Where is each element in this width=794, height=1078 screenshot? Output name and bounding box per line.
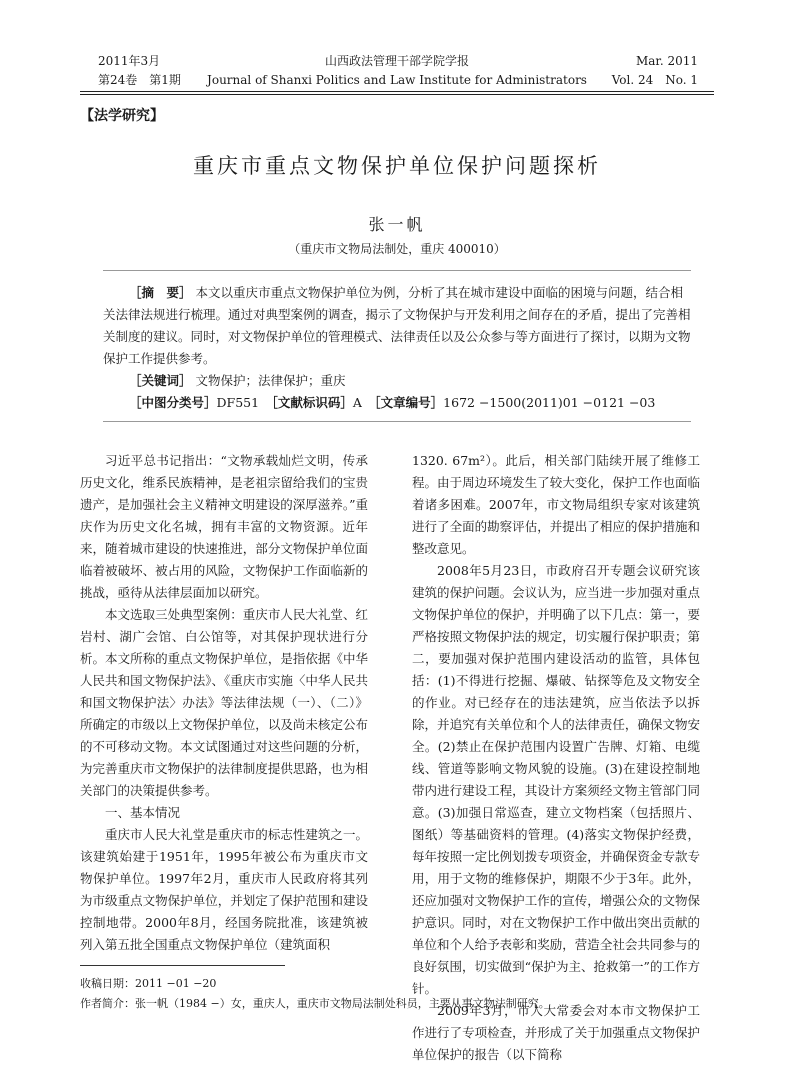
classification-line <box>103 392 691 414</box>
body-paragraph: 本文选取三处典型案例：重庆市人民大礼堂、红岩村、湖广会馆、白公馆等，对其保护现状进行分析。本文所称的重点文物保护单位，是指依据《中华人民共和国文物保护法》、《重庆市实施〈中华人民共和国文物保护法〉办法》等法律法规（一）、（二）》所确定的市级以上文物保护单位，以及尚未核定公布的不可移动文物。本文试图通过对这些问题的分析，为完善重庆市文物保护的法律制度提供思路，也为相关部门的决策提供参考。 <box>80 607 368 798</box>
abstract-paragraph <box>103 282 691 370</box>
header-date-en: Mar. 2011 <box>635 54 698 68</box>
section-tag: 【法学研究】 <box>80 108 164 124</box>
keywords-line <box>103 370 691 392</box>
clc-value: DF551 <box>216 395 260 410</box>
header-volume: 第24卷 第1期 <box>98 73 181 87</box>
footnotes <box>80 974 550 1014</box>
footnote-author-bio: 作者简介：张一帆（1984 −）女，重庆人，重庆市文物局法制处科员，主要从事文物法制研究。 <box>80 997 550 1010</box>
abstract-rule-bottom <box>103 421 691 422</box>
header-date: 2011年3月 <box>98 54 161 68</box>
abstract-label: ［摘 要］ <box>129 285 192 300</box>
body-paragraph: 2009年3月，市人大常委会对本市文物保护工作进行了专项检查，并形成了关于加强重点文物保护单位保护的报告（以下简称 <box>412 1003 700 1062</box>
article-id-label: ［文章编号］ <box>374 395 444 410</box>
header-rule-thin <box>80 94 714 95</box>
body-paragraph: 习近平总书记指出：“文物承载灿烂文明，传承历史文化，维系民族精神，是老祖宗留给我们的宝贵遗产，是加强社会主义精神文明建设的深厚滋养。”重庆作为历史文化名城，拥有丰富的文物资源。近年来，随着城市建设的快速推进，部分文物保护单位面临着被破坏、被占用的风险，文物保护工作面临新的挑战，亟待从法律层面加以研究。 <box>80 453 368 600</box>
body-paragraph: 重庆市人民大礼堂是重庆市的标志性建筑之一。该建筑始建于1951年，1995年被公布为重庆市文物保护单位。1997年2月，重庆市人民政府将其列为市级重点文物保护单位，并划定了保护范围和建设控制地带。2000年8月，经国务院批准，该建筑被列入第五批全国重点文物保护单位（建筑面积 <box>80 827 368 952</box>
journal-name-en: Journal of Shanxi Politics and Law Institute for Administrators <box>207 73 587 87</box>
article-title: 重庆市重点文物保护单位保护问题探析 <box>193 154 601 178</box>
keywords-label: ［关键词］ <box>129 373 192 388</box>
journal-name-cn: 山西政法管理干部学院学报 <box>324 54 469 68</box>
abstract-text: 本文以重庆市重点文物保护单位为例，分析了其在城市建设中面临的困境与问题，结合相关法律法规进行梳理。通过对典型案例的调查，揭示了文物保护与开发利用之间存在的矛盾，提出了完善相关制度的建议。同时，对文物保护单位的管理模式、法律责任以及公众参与等方面进行了探讨，以期为文物保护工作提供参考。 <box>103 285 691 366</box>
article-id-value: 1672 −1500(2011)01 −0121 −03 <box>443 395 656 410</box>
doc-code-label: ［文献标识码］ <box>271 395 353 410</box>
doc-code-value: A <box>352 395 362 410</box>
header-issue-info <box>98 52 181 90</box>
article-author: 张一帆 <box>368 215 426 234</box>
abstract-block <box>103 282 691 414</box>
body-paragraph: 2008年5月23日，市政府召开专题会议研究该建筑的保护问题。会议认为，应当进一步加强对重点文物保护单位的保护，并明确了以下几点：第一，要严格按照文物保护法的规定，切实履行保护职责；第二，要加强对保护范围内建设活动的监管，具体包括：(1)不得进行挖掘、爆破、钻探等危及文物安全的作业。对已经存在的违法建筑，应当依法予以拆除，并追究有关单位和个人的法律责任，确保文物安全。(2)禁止在保护范围内设置广告牌、灯箱、电缆线、管道等影响文物风貌的设施。(3)在建设控制地带内进行建设工程，其设计方案须经文物主管部门同意。(3)加强日常巡查，建立文物档案（包括照片、图纸）等基础资料的管理。(4)落实文物保护经费，每年按照一定比例划拨专项资金，并确保资金专款专用，用于文物的维修保护，期限不少于3年。此外，还应加强对文物保护工作的宣传，增强公众的文物保护意识。同时，对在文物保护工作中做出突出贡献的单位和个人给予表彰和奖励，营造全社会共同参与的良好氛围，切实做到“保护为主、抢救第一”的工作方针。 <box>412 563 700 996</box>
footnote-rule <box>80 965 285 966</box>
header-rule <box>80 91 714 92</box>
footnote-received: 收稿日期：2011 −01 −20 <box>80 977 217 990</box>
clc-label: ［中图分类号］ <box>129 395 217 410</box>
header-volume-en: Vol. 24 No. 1 <box>611 73 698 87</box>
body-paragraph: 1320. 67m²）。此后，相关部门陆续开展了维修工程。由于周边环境发生了较大变化，保护工作也面临着诸多困难。2007年，市文物局组织专家对该建筑进行了全面的勘察评估，并提出了相应的保护措施和整改意见。 <box>412 453 700 556</box>
body-column-left <box>80 450 368 956</box>
abstract-rule-top <box>103 270 691 271</box>
header-issue-info-en <box>612 52 698 90</box>
author-affiliation: （重庆市文物局法制处，重庆 400010） <box>288 242 506 256</box>
keywords-text: 文物保护；法律保护；重庆 <box>195 373 346 388</box>
section-heading: 一、基本情况 <box>105 805 181 820</box>
header-journal <box>200 52 594 90</box>
